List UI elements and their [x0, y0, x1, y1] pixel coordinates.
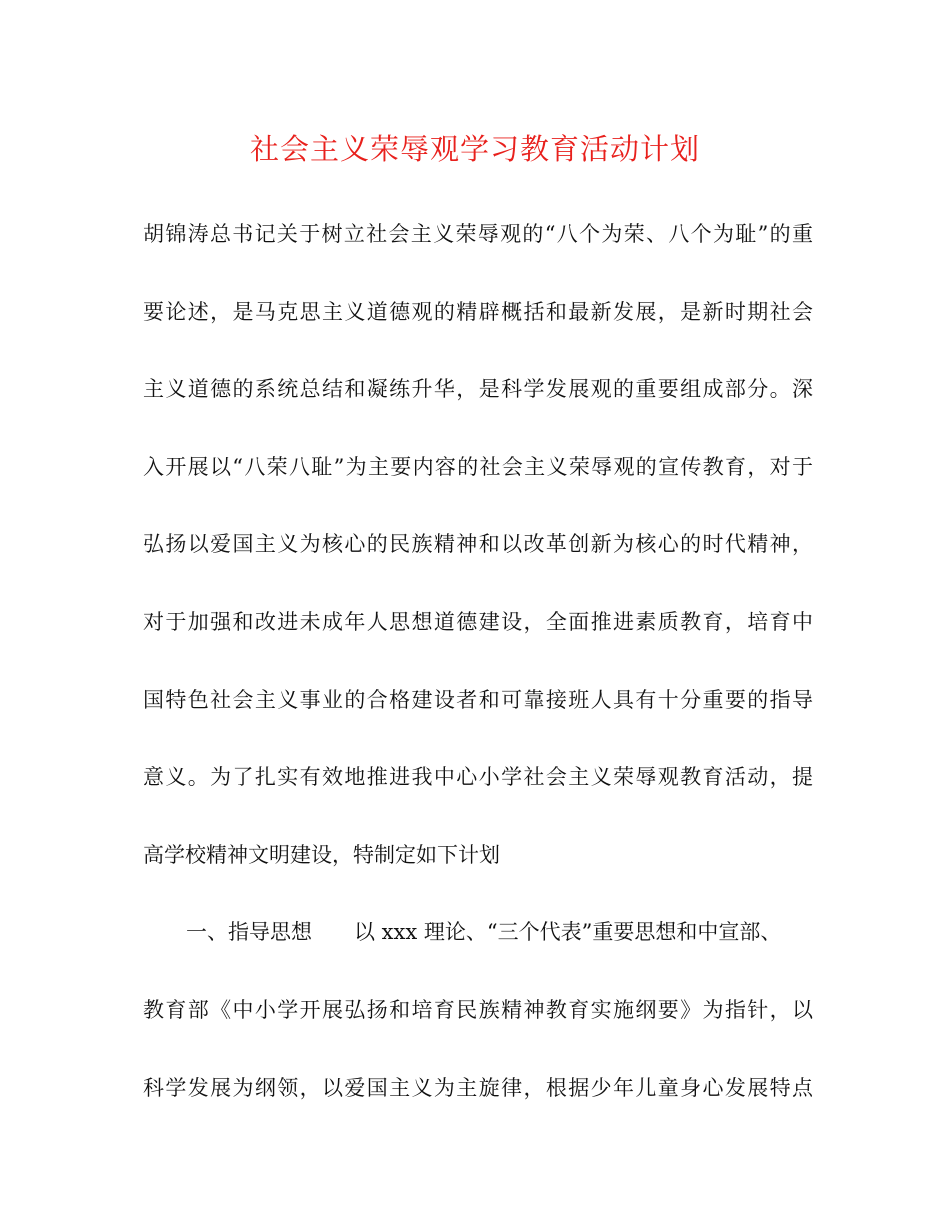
document-title: 社会主义荣辱观学习教育活动计划	[249, 132, 700, 166]
paragraph-line: 入开展以“八荣八耻”为主要内容的社会主义荣辱观的宣传教育，对于	[143, 454, 813, 479]
paragraph-line: 弘扬以爱国主义为核心的民族精神和以改革创新为核心的时代精神，	[143, 532, 813, 557]
paragraph-line: 胡锦涛总书记关于树立社会主义荣辱观的“八个为荣、八个为耻”的重	[143, 222, 813, 246]
section-line: 科学发展为纲领，以爱国主义为主旋律，根据少年儿童身心发展特点	[143, 1075, 813, 1100]
paragraph-line: 高学校精神文明建设，特制定如下计划	[143, 842, 500, 867]
paragraph-line: 国特色社会主义事业的合格建设者和可靠接班人具有十分重要的指导	[143, 687, 813, 712]
paragraph-line: 主义道德的系统总结和凝练升华，是科学发展观的重要组成部分。深	[143, 377, 813, 402]
paragraph-line: 意义。为了扎实有效地推进我中心小学社会主义荣辱观教育活动，提	[143, 765, 813, 790]
section-first-line	[143, 908, 813, 956]
section-first-line-text: 以 xxx 理论、“三个代表”重要思想和中宣部、	[354, 920, 782, 945]
document-body	[143, 210, 813, 1141]
paragraph-line: 要论述，是马克思主义道德观的精辟概括和最新发展，是新时期社会	[143, 299, 813, 324]
section-line: 教育部《中小学开展弘扬和培育民族精神教育实施纲要》为指针，以	[143, 997, 813, 1022]
paragraph-line: 对于加强和改进未成年人思想道德建设，全面推进素质教育，培育中	[143, 609, 813, 634]
section-heading: 一、指导思想	[186, 920, 312, 945]
